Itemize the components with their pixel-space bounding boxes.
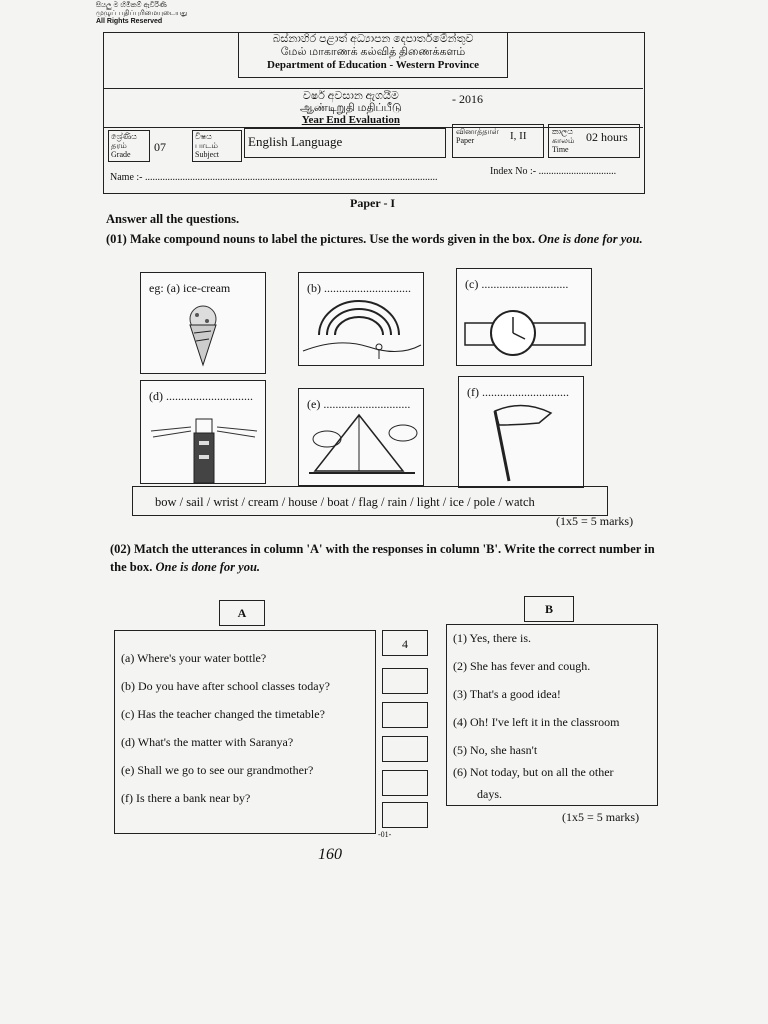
response-5: (5) No, she hasn't xyxy=(453,743,538,757)
response-6-cont: days. xyxy=(477,787,502,801)
time-label-en: Time xyxy=(552,145,569,154)
flag-icon xyxy=(459,377,585,489)
evaluation-title xyxy=(300,90,402,126)
q2-italic: One is done for you. xyxy=(155,560,261,574)
response-6: (6) Not today, but on all the other xyxy=(453,765,614,779)
q1-text: Make compound nouns to label the pictures. Use the words given in the box. xyxy=(129,232,535,246)
exam-year: - 2016 xyxy=(452,92,483,106)
sailboat-icon xyxy=(299,389,425,487)
column-b-header: B xyxy=(524,596,574,622)
q1-number: (01) xyxy=(106,232,127,246)
answer-box-b[interactable] xyxy=(382,668,428,694)
picture-rainbow xyxy=(298,272,424,366)
eval-tamil: ஆண்டிறுதி மதிப்பீடு xyxy=(300,102,402,114)
paper-value: I, II xyxy=(510,130,527,142)
instruction: Answer all the questions. xyxy=(106,212,240,226)
page-number: -01- xyxy=(378,830,392,839)
column-a xyxy=(114,630,376,834)
q2-number: (02) xyxy=(110,542,131,556)
grade-label-en: Grade xyxy=(111,150,131,159)
label-c: (c) ............................. xyxy=(465,277,569,291)
handwritten-number: 160 xyxy=(318,846,342,863)
watch-icon xyxy=(457,269,593,367)
utterance-f: (f) Is there a bank near by? xyxy=(121,791,251,805)
paper-label-ta: வினாத்தாள் xyxy=(456,127,499,136)
question-2 xyxy=(110,540,670,576)
grade-label-si: ශ්‍රේණිය xyxy=(111,132,137,141)
column-b xyxy=(446,624,658,806)
grade-label-ta: தரம் xyxy=(111,141,127,150)
label-a: eg: (a) ice-cream xyxy=(149,281,231,295)
picture-wristwatch xyxy=(456,268,592,366)
question-1 xyxy=(106,230,666,249)
department-box xyxy=(238,32,508,78)
grade-value: 07 xyxy=(154,140,166,154)
utterance-d: (d) What's the matter with Saranya? xyxy=(121,735,294,749)
time-label-ta: காலம் xyxy=(552,136,575,145)
picture-lighthouse xyxy=(140,380,266,484)
paper-title: Paper - I xyxy=(350,196,396,210)
picture-flag xyxy=(458,376,584,488)
picture-ice-cream xyxy=(140,272,266,374)
response-2: (2) She has fever and cough. xyxy=(453,659,591,673)
utterance-e: (e) Shall we go to see our grandmother? xyxy=(121,763,314,777)
answer-box-f[interactable] xyxy=(382,802,428,828)
name-field[interactable]: Name :- ..................................................................................................................... xyxy=(110,172,438,183)
subject-value: English Language xyxy=(248,134,343,149)
subject-label-ta: பாடம் xyxy=(195,141,218,150)
q1-italic: One is done for you. xyxy=(538,232,643,246)
rights-english: All Rights Reserved xyxy=(96,18,163,25)
subject-label-en: Subject xyxy=(195,150,219,159)
rights-tamil: முழுப் பதிப்புரிமையுடையது xyxy=(96,10,188,17)
q2-marks: (1x5 = 5 marks) xyxy=(562,810,640,824)
rights-notice xyxy=(96,2,187,26)
answer-box-c[interactable] xyxy=(382,702,428,728)
paper-label-box xyxy=(452,124,544,158)
utterance-c: (c) Has the teacher changed the timetable? xyxy=(121,707,325,721)
label-d: (d) ............................. xyxy=(149,389,253,403)
lighthouse-icon xyxy=(141,381,267,485)
q1-marks: (1x5 = 5 marks) xyxy=(556,514,634,528)
dept-sinhala: බස්නාහිර පළාත් අධ්‍යාපන දෙපාර්තමේන්තුව xyxy=(272,33,474,45)
index-number-field[interactable]: Index No :- ............................... xyxy=(490,166,617,177)
utterance-b: (b) Do you have after school classes today? xyxy=(121,679,330,693)
column-a-header: A xyxy=(219,600,265,626)
response-3: (3) That's a good idea! xyxy=(453,687,561,701)
label-e: (e) ............................. xyxy=(307,397,411,411)
utterance-a: (a) Where's your water bottle? xyxy=(121,651,267,665)
label-f: (f) ............................. xyxy=(467,385,569,399)
picture-sailboat xyxy=(298,388,424,486)
time-label-si: කාලය xyxy=(552,127,573,136)
eval-english: Year End Evaluation xyxy=(301,114,400,126)
subject-label-si: විෂය xyxy=(195,132,212,141)
label-b: (b) ............................. xyxy=(307,281,411,295)
response-1: (1) Yes, there is. xyxy=(453,631,531,645)
ice-cream-icon xyxy=(141,273,267,375)
q2-text: Match the utterances in column 'A' with the responses in column 'B'. Write the correct number in the box. xyxy=(110,542,655,574)
rainbow-icon xyxy=(299,273,425,367)
dept-english: Department of Education - Western Province xyxy=(267,59,479,71)
answer-box-a[interactable]: 4 xyxy=(382,630,428,656)
word-list: bow / sail / wrist / cream / house / boat / flag / rain / light / ice / pole / watch xyxy=(155,495,535,509)
answer-box-e[interactable] xyxy=(382,770,428,796)
time-value: 02 hours xyxy=(586,130,628,144)
dept-tamil: மேல் மாகாணக் கல்வித் திணைக்களம் xyxy=(280,46,466,58)
subject-label-box xyxy=(192,130,242,162)
word-box xyxy=(132,486,608,516)
answer-box-d[interactable] xyxy=(382,736,428,762)
eval-sinhala: වර්ෂ අවසාන ඇගයීම xyxy=(302,90,399,102)
rights-sinhala: සියලු ම හිමිකම් ඇවිරිණි xyxy=(96,2,167,9)
grade-label-box xyxy=(108,130,150,162)
response-4: (4) Oh! I've left it in the classroom xyxy=(453,715,620,729)
paper-label-en: Paper xyxy=(456,136,475,145)
